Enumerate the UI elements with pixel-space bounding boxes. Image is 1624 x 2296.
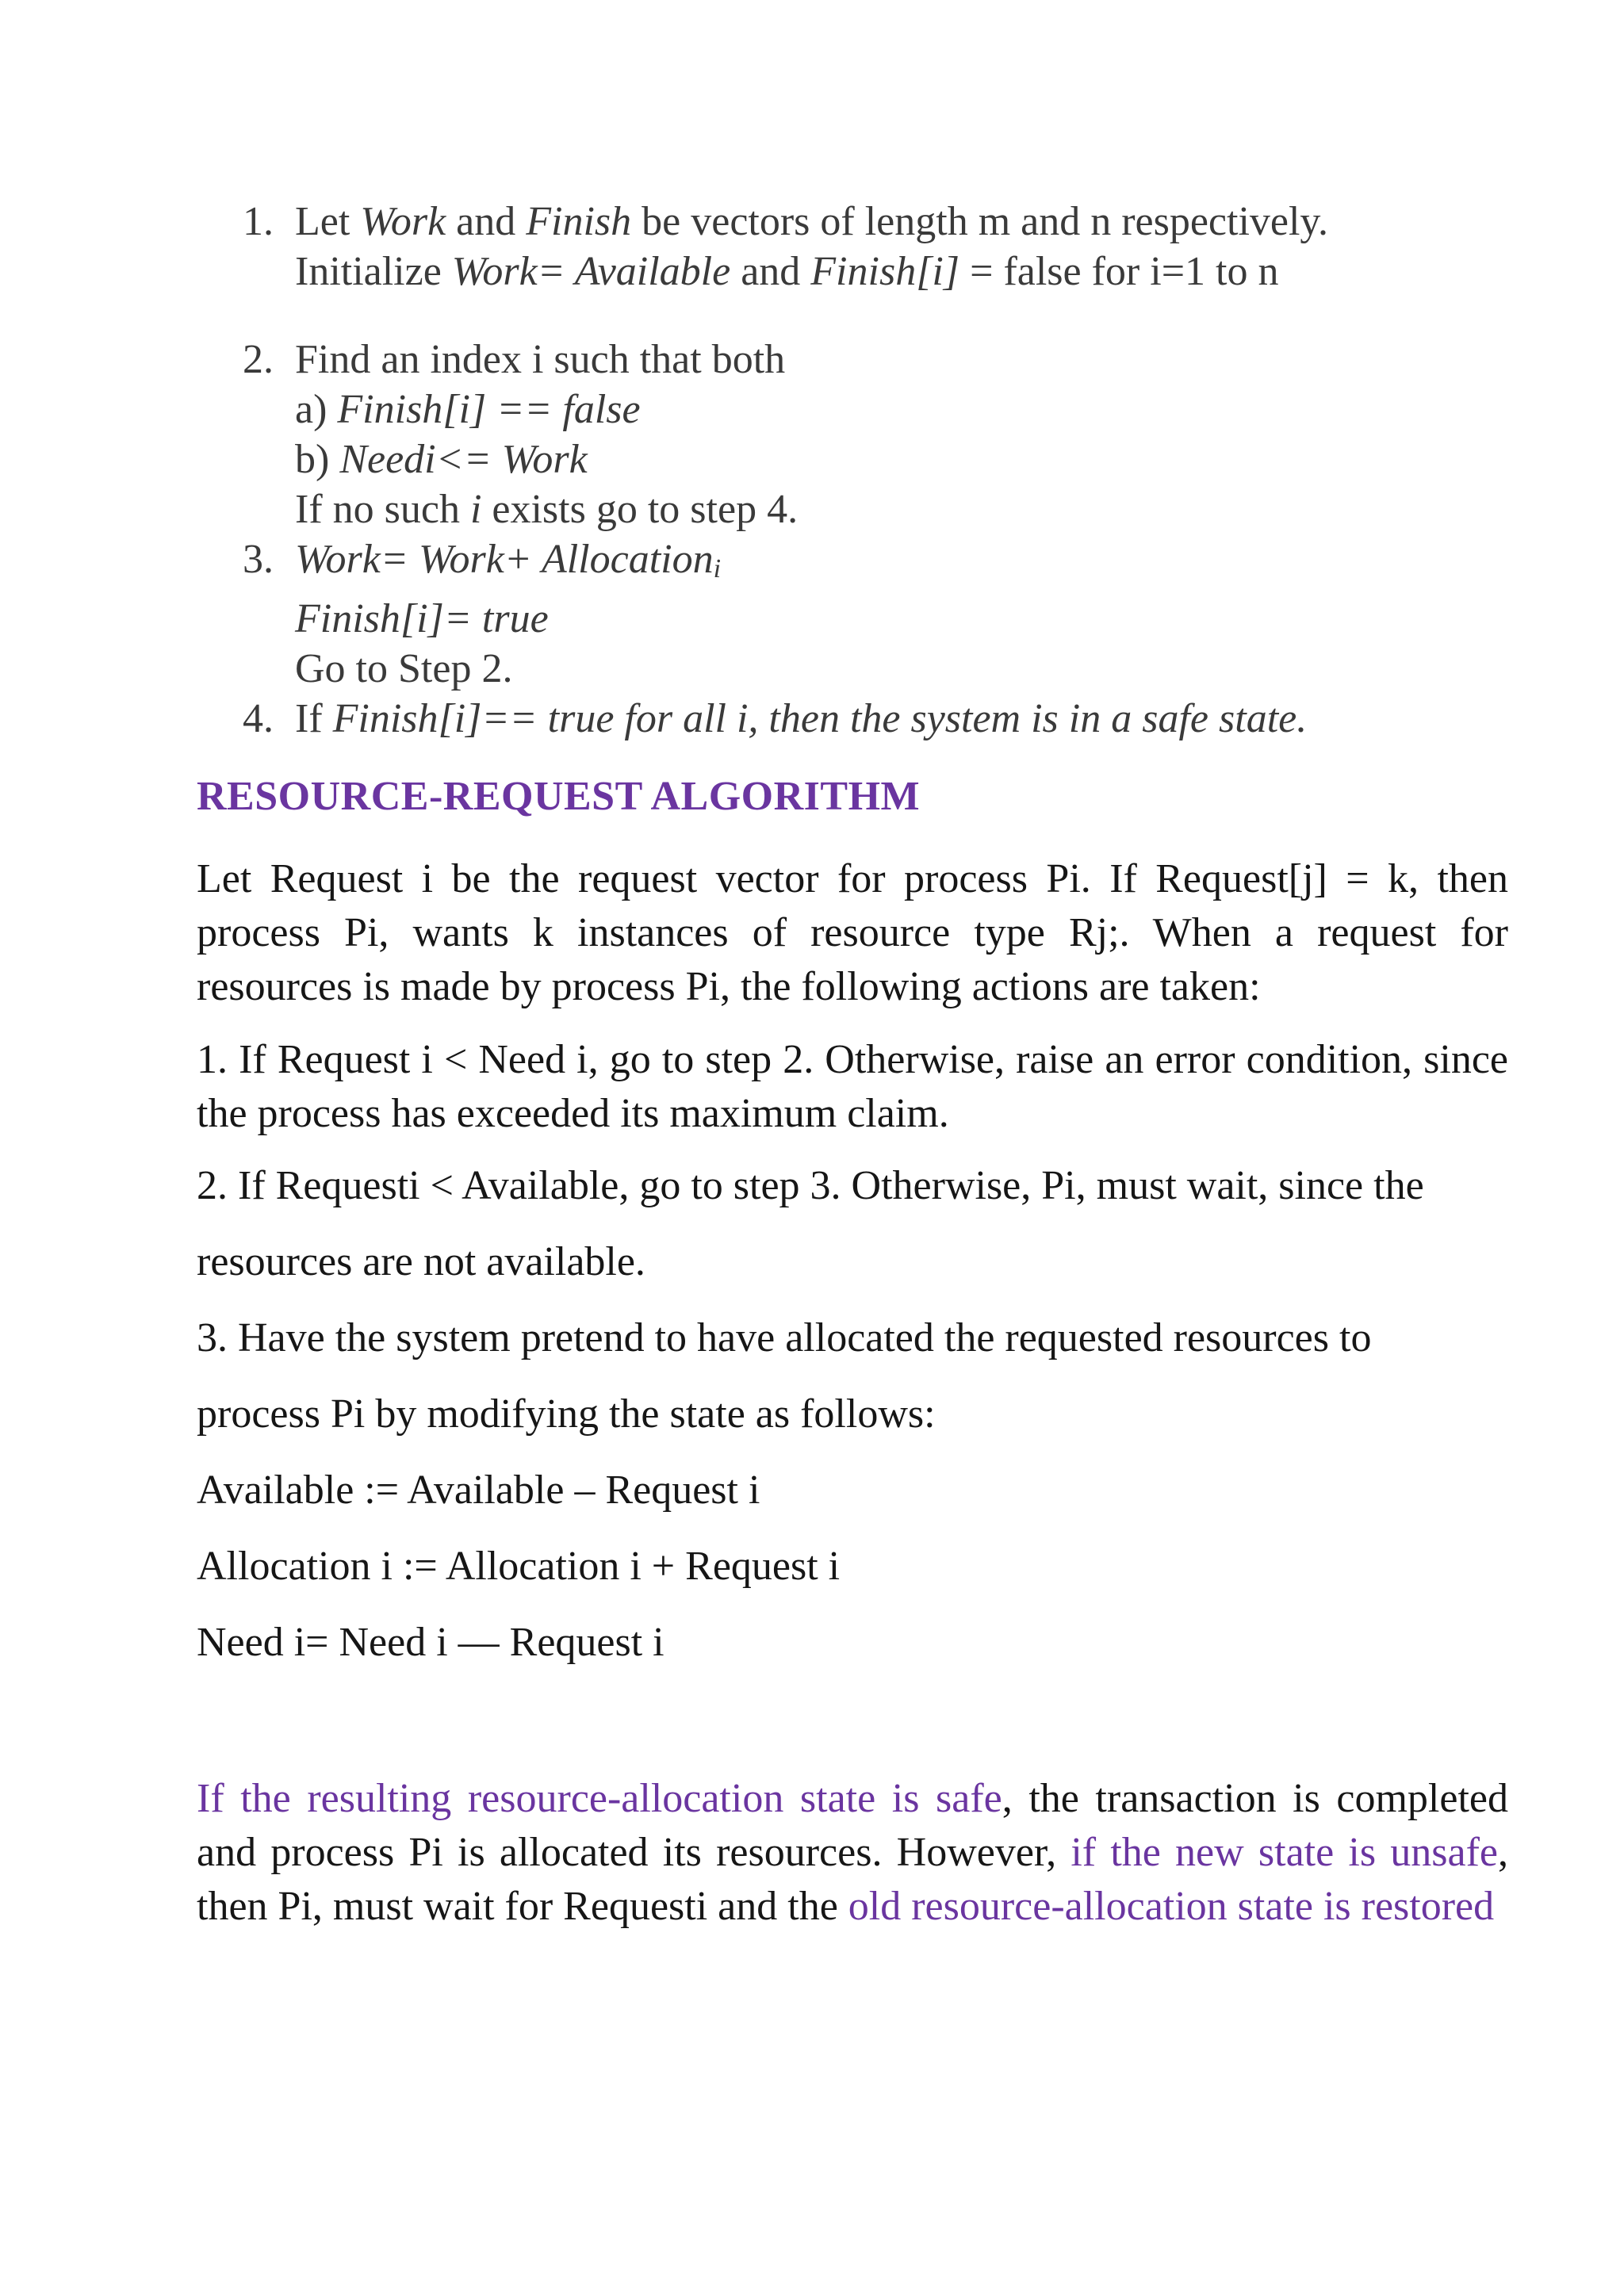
step-line: Finish[i]= true <box>295 596 549 641</box>
condition-expr: Finish[i] == false <box>337 387 641 432</box>
step-line <box>295 247 1511 297</box>
assignment-need: Need i= Need i — Request i <box>197 1620 665 1665</box>
highlight-restored: old resource-allocation state is restored <box>848 1884 1495 1929</box>
closing-paragraph <box>197 1772 1508 1934</box>
highlight-unsafe: if the new state is unsafe <box>1071 1830 1498 1875</box>
term-work-available: Work= Available <box>451 249 731 294</box>
safety-step-2 <box>243 335 1511 534</box>
term-finish: Finish <box>526 199 632 244</box>
text-span: = false for i=1 to n <box>959 249 1279 294</box>
text-span: Let <box>295 199 361 244</box>
step-line <box>295 197 1511 247</box>
sub-label: a) <box>295 387 338 432</box>
text-span: be vectors of length m and n respectively. <box>631 199 1329 244</box>
text-span: and <box>730 249 811 294</box>
safety-step-4 <box>243 694 1511 744</box>
rule-3-line-1: 3. Have the system pretend to have allocated the requested resources to <box>197 1315 1372 1360</box>
term-finish-i: Finish[i] <box>810 249 960 294</box>
condition-expr: Finish[i]== true for all i, then the system is in a safe state. <box>332 696 1308 741</box>
safety-algorithm-steps <box>243 197 1511 744</box>
step-number: 1. <box>243 199 274 244</box>
safety-step-3 <box>243 534 1511 694</box>
text-span: If <box>295 696 333 741</box>
sub-label: b) <box>295 437 340 482</box>
step-line <box>295 385 1511 434</box>
condition-expr: Needi<= Work <box>339 437 588 482</box>
step-line: Go to Step 2. <box>295 646 513 691</box>
assignment-allocation: Allocation i := Allocation i + Request i <box>197 1544 841 1589</box>
rule-3-line-2: process Pi by modifying the state as follows: <box>197 1391 936 1437</box>
step-line <box>295 434 1511 484</box>
step-number: 4. <box>243 696 274 741</box>
subscript: i <box>713 554 722 584</box>
step-number: 3. <box>243 537 274 582</box>
text-span: and <box>446 199 527 244</box>
intro-paragraph: Let Request i be the request vector for process Pi. If Request[j] = k, then process Pi, wants k instances of resource type Rj;. When a request for resources is made by process Pi, the following actions are taken: <box>197 856 1508 1009</box>
highlight-safe: If the resulting resource-allocation state is safe <box>197 1776 1002 1821</box>
section-heading: RESOURCE-REQUEST ALGORITHM <box>197 774 921 819</box>
assign-expr: Work= Work+ Allocation <box>295 537 714 582</box>
rule-1: 1. If Request i < Need i, go to step 2. Otherwise, raise an error condition, since the process has exceeded its maximum claim. <box>197 1037 1508 1136</box>
assignment-available: Available := Available – Request i <box>197 1468 760 1513</box>
text-span: Initialize <box>295 249 452 294</box>
text-span: exists go to step 4. <box>481 487 799 532</box>
step-number: 2. <box>243 337 274 382</box>
rule-2-line-1: 2. If Requesti < Available, go to step 3. Otherwise, Pi, must wait, since the <box>197 1163 1424 1208</box>
step-line: Find an index i such that both <box>295 337 786 382</box>
term-i: i <box>469 487 482 532</box>
step-line <box>295 694 1511 744</box>
step-line <box>295 534 1511 594</box>
text-span: If no such <box>295 487 470 532</box>
text-span: , the transaction is completed and process Pi is allocated its resources. However, <box>197 1776 1508 1875</box>
text-span: , then Pi, must wait for Requesti and the <box>197 1830 1508 1929</box>
safety-step-1 <box>243 197 1511 297</box>
term-work: Work <box>360 199 446 244</box>
rule-2-line-2: resources are not available. <box>197 1239 645 1284</box>
step-line <box>295 484 1511 534</box>
